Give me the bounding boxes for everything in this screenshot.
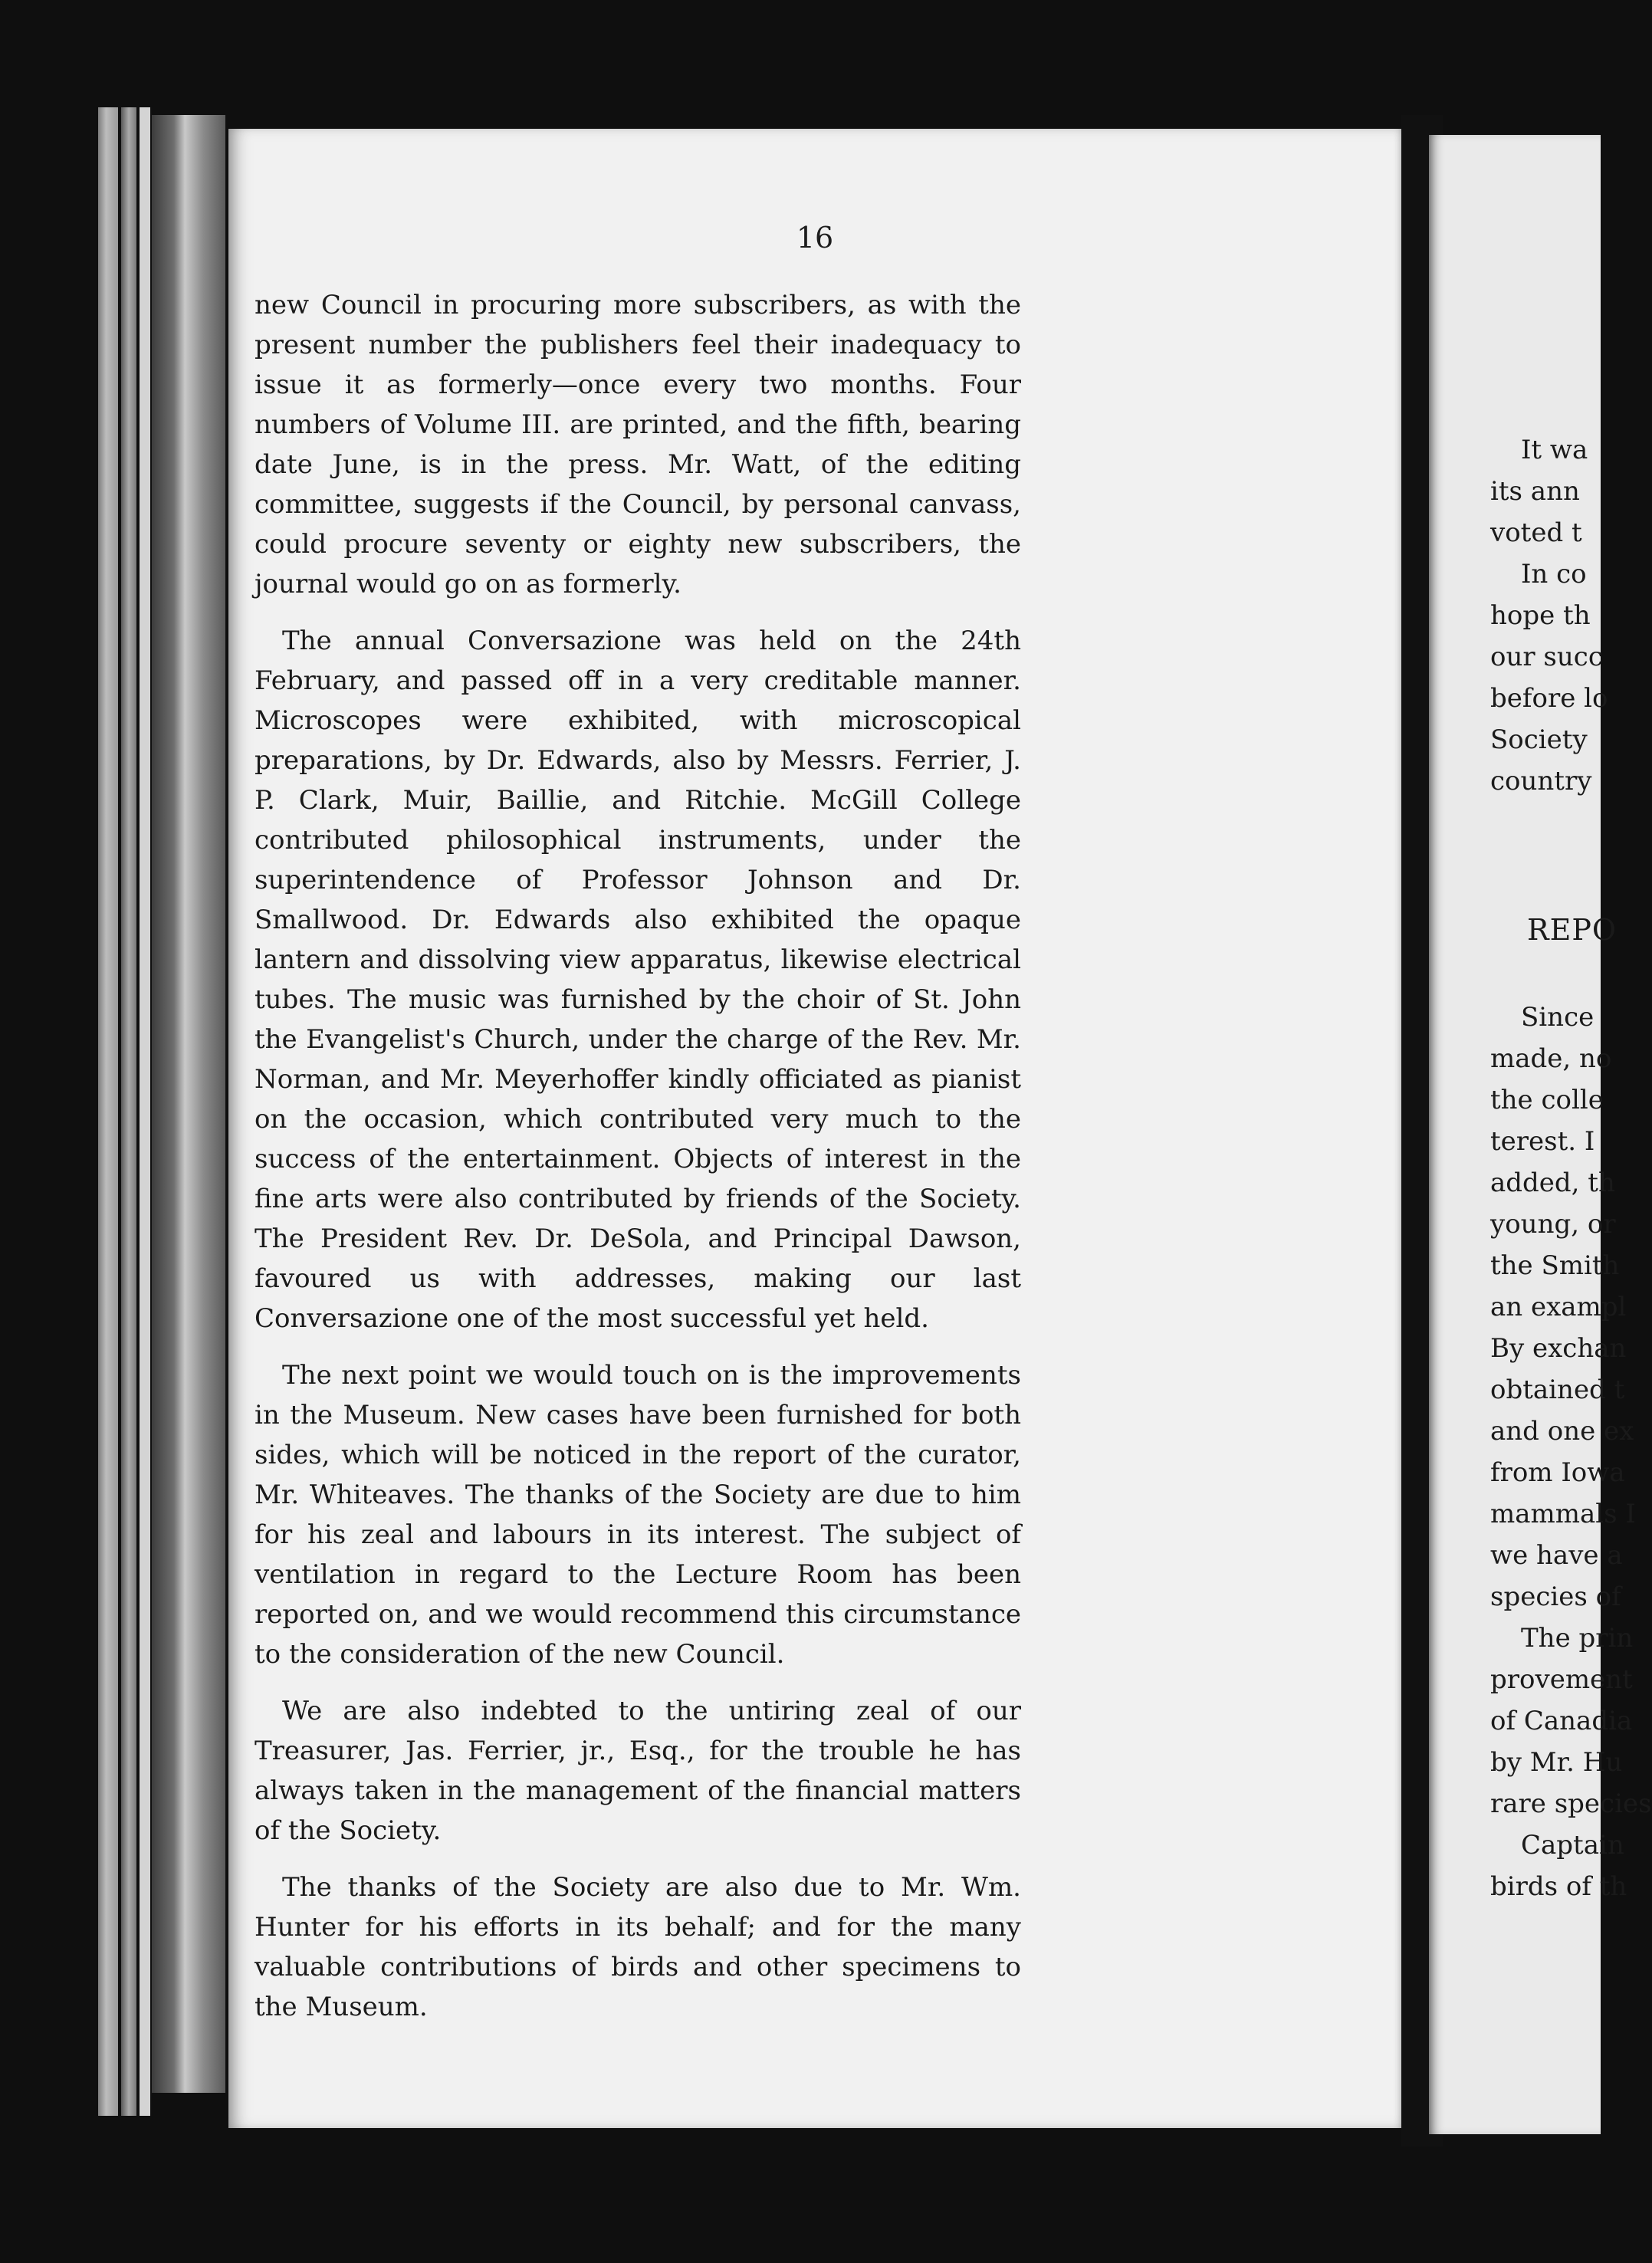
text-line: its ann <box>1490 476 1580 507</box>
text-line: species of <box>1490 1581 1621 1612</box>
text-line: we have a <box>1490 1540 1623 1571</box>
text-line: provement <box>1490 1664 1633 1695</box>
text-line: terest. I <box>1490 1126 1595 1157</box>
text-line: added, th <box>1490 1168 1615 1198</box>
book-edge <box>98 107 118 2116</box>
text-line: made, no <box>1490 1043 1612 1074</box>
paragraph: new Council in procuring more subscribers, as with the present number the publishers feel their inadequacy to issue it as formerly—once every two months. Four numbers of Volume III. are printed, and the fifth, bearing date June, is in the press. Mr. Watt, of the editing committee, suggests if the Council, by personal canvass, could procure seventy or eighty new subscribers, the journal would go on as formerly. <box>255 290 1021 599</box>
page-stack-edge <box>152 115 225 2093</box>
paragraph: The annual Conversazione was held on the 24th February, and passed off in a very creditable manner. Microscopes were exhibited, with microscopical preparations, by Dr. Edwards, also by Messrs. Ferrier, J. P. Clark, Muir, Baillie, and Ritchie. McGill College contributed philosophical instruments, under the superintendence of Professor Johnson and Dr. Smallwood. Dr. Edwards also exhibited the opaque lantern and dissolving view apparatus, likewise electrical tubes. The music was furnished by the choir of St. John the Evangelist's Church, under the charge of the Rev. Mr. Norman, and Mr. Meyerhoffer kindly officiated as pianist on the occasion, which contributed very much to the success of the entertainment. Objects of interest in the fine arts were also contributed by friends of the Society. The President Rev. Dr. DeSola, and Principal Dawson, favoured us with addresses, making our last Conversazione one of the most successful yet held. <box>255 626 1021 1334</box>
book-edge <box>140 107 150 2116</box>
right-page-text <box>1490 429 1652 1907</box>
text-line: hope th <box>1490 600 1591 631</box>
text-line: and one ex <box>1490 1416 1634 1447</box>
text-line: mammals I <box>1490 1499 1636 1529</box>
text-line: by Mr. Hu <box>1490 1747 1623 1778</box>
book-edge <box>121 107 136 2116</box>
text-line: voted t <box>1490 517 1582 548</box>
page-number: 16 <box>796 221 834 255</box>
text-line: young, or <box>1490 1209 1616 1240</box>
section-heading: REPO <box>1527 913 1618 947</box>
text-line: before lo <box>1490 683 1608 714</box>
text-line: country <box>1490 766 1592 796</box>
text-line: Since <box>1521 1002 1595 1033</box>
text-line: of Canadia <box>1490 1706 1633 1736</box>
text-line: obtained t <box>1490 1375 1625 1405</box>
left-page-text <box>255 285 1021 2044</box>
paragraph: We are also indebted to the untiring zeal of our Treasurer, Jas. Ferrier, jr., Esq., for the trouble he has always taken in the management of the financial matters of the Society. <box>255 1696 1021 1846</box>
text-line: The prin <box>1521 1623 1634 1654</box>
text-line: our succ <box>1490 642 1603 672</box>
text-line: By exchan <box>1490 1333 1627 1364</box>
paragraph: The thanks of the Society are also due to Mr. Wm. Hunter for his efforts in its behalf; and for the many valuable contributions of birds and other specimens to the Museum. <box>255 1872 1021 2022</box>
text-line: an exampl <box>1490 1292 1627 1322</box>
text-line: rare species <box>1490 1788 1652 1819</box>
text-line: In co <box>1521 559 1587 590</box>
text-line: from Iowa <box>1490 1457 1625 1488</box>
text-line: Society <box>1490 724 1588 755</box>
text-line: It wa <box>1521 435 1588 465</box>
text-line: the colle <box>1490 1085 1604 1115</box>
text-line: Captain <box>1521 1830 1624 1861</box>
paragraph: The next point we would touch on is the improvements in the Museum. New cases have been furnished for both sides, which will be noticed in the report of the curator, Mr. Whiteaves. The thanks of the Society are due to him for his zeal and labours in its interest. The subject of ventilation in regard to the Lecture Room has been reported on, and we would recommend this circumstance to the consideration of the new Council. <box>255 1360 1021 1670</box>
spacer <box>1490 951 1613 997</box>
text-line: the Smith <box>1490 1250 1620 1281</box>
text-line: birds of th <box>1490 1871 1627 1902</box>
spacer <box>1490 802 1613 909</box>
